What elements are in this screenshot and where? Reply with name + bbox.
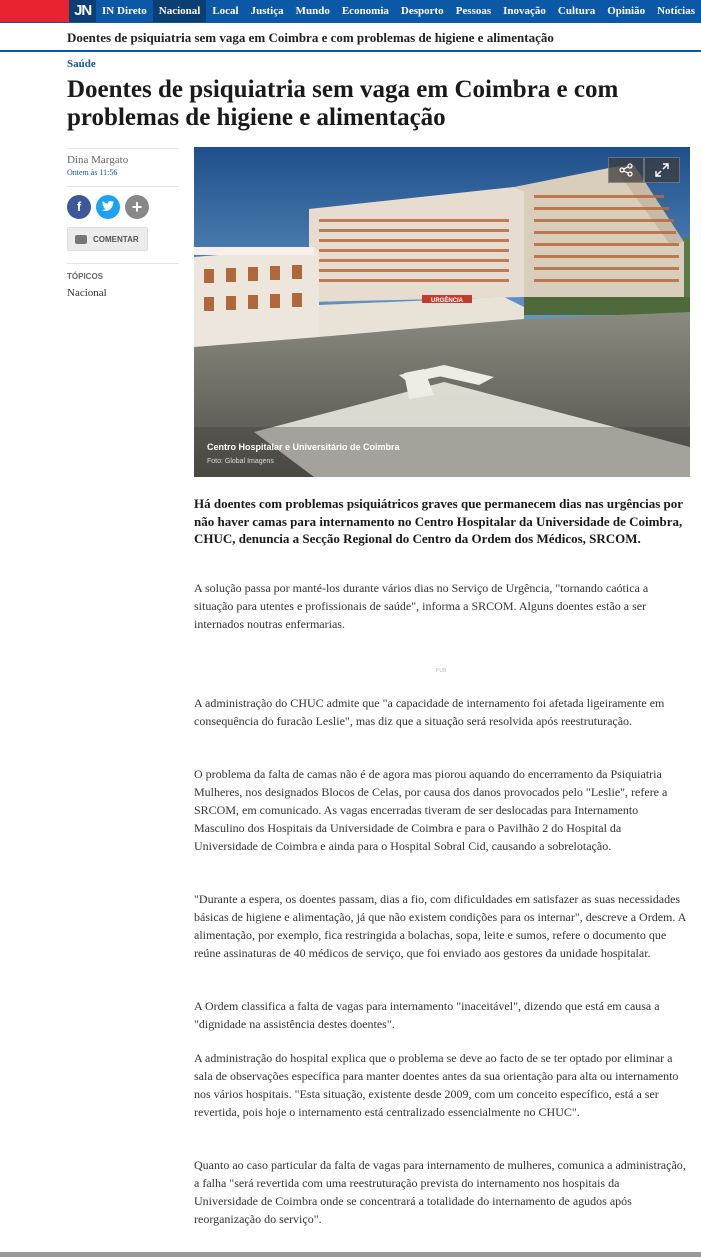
comment-button[interactable] <box>67 227 148 251</box>
section-label[interactable]: Saúde <box>67 58 96 70</box>
expand-photo-button[interactable] <box>644 157 680 183</box>
sticky-title-bar <box>0 22 701 52</box>
divider <box>67 186 179 187</box>
nav-item-in-direto[interactable]: IN Direto <box>102 5 147 17</box>
article-paragraph: A Ordem classifica a falta de vagas para internamento "inaceitável", dizendo que está em causa a "dignidade na assistência destes doentes". <box>194 999 660 1031</box>
photo-sign-text: URGÊNCIA <box>430 298 464 304</box>
article-paragraph: O problema da falta de camas não é de agora mas piorou aquando do encerramento da Psiquiatria Mulheres, nos designados Blocos de Celas, por causa dos danos provocados pelo "Leslie", refere a SRCOM, em comunicado. As vagas encerradas tiveram de ser deslocadas para Internamento Masculino dos Hospitais da Universidade de Coimbra e para o Pavilhão 2 do Hospital da Universidade de Coimbra e ainda para o Hospital Sobral Cid, causando a sobrelotação. <box>194 767 668 853</box>
nav-item-desporto[interactable]: Desporto <box>400 5 444 17</box>
article-paragraph: Quanto ao caso particular da falta de vagas para internamento de mulheres, comunica a administração, a falha "será revertida com uma reestruturação prevista do internamento nos hospitais da Universidade de Coimbra onde se concentrará a totalidade do internamento de agudos após reorganização do serviço". <box>194 1158 686 1226</box>
article-paragraph: A solução passa por manté-los durante vários dias no Serviço de Urgência, "tornando caótica a situação para utentes e profissionais de saúde", informa a SRCOM. Alguns doentes estão a ser internados noutras enfermarias. <box>194 581 649 631</box>
facebook-share-button[interactable] <box>67 195 91 219</box>
nav-item-opiniao[interactable]: Opinião <box>607 5 646 17</box>
photo-controls <box>608 157 680 183</box>
site-logo[interactable]: JN <box>69 0 96 22</box>
comment-icon <box>75 235 87 244</box>
topic-link[interactable]: Nacional <box>67 287 107 299</box>
share-photo-button[interactable] <box>608 157 644 183</box>
nav-item-noticias[interactable]: Notícias <box>657 5 695 17</box>
article-paragraph: "Durante a espera, os doentes passam, dias a fio, com dificuldades em satisfazer as suas necessidades básicas de higiene e alimentação, já que não existem condições para os internar", descreve a Ordem. A alimentação, por exemplo, fica restringida a bolachas, sopa, leite e sumos, refere o documento que reúne assinaturas de 40 médicos de serviço, que foi enviado aos gestores da unidade hospitalar. <box>194 892 686 960</box>
author-name[interactable]: Dina Margato <box>67 154 129 166</box>
article-lead: Há doentes com problemas psiquiátricos graves que permanecem dias nas urgências por não haver camas para internamento no Centro Hospitalar da Universidade de Coimbra, CHUC, denuncia a Secção Regional do Centro da Ordem dos Médicos, SRCOM. <box>194 496 683 546</box>
nav-item-nacional[interactable]: Nacional <box>153 0 207 22</box>
nav-item-local[interactable]: Local <box>212 5 239 17</box>
plus-icon: + <box>131 197 143 217</box>
divider <box>67 148 179 149</box>
brand-stripe <box>0 0 69 22</box>
topics-heading: TÓPICOS <box>67 272 104 281</box>
more-share-button[interactable] <box>125 195 149 219</box>
photo-caption: Centro Hospitalar e Universitário de Coimbra <box>207 442 400 452</box>
nav-item-justica[interactable]: Justiça <box>250 5 284 17</box>
photo-credit: Foto: Global Imagens <box>207 458 274 465</box>
share-icon <box>618 162 634 178</box>
divider <box>67 263 179 264</box>
nav-items <box>96 0 701 22</box>
facebook-icon: f <box>76 199 82 214</box>
top-nav <box>0 0 701 22</box>
article-meta-column <box>67 148 179 299</box>
nav-item-economia[interactable]: Economia <box>341 5 389 17</box>
browser-bottom-edge <box>0 1252 701 1257</box>
ad-label: PUB <box>436 668 447 674</box>
twitter-share-button[interactable] <box>96 195 120 219</box>
nav-item-pessoas[interactable]: Pessoas <box>455 5 492 17</box>
article-paragraph: A administração do CHUC admite que "a capacidade de internamento foi afetada ligeiramente em consequência do furacão Leslie", mas diz que a situação será resolvida após reestruturação. <box>194 696 665 728</box>
publish-date: Ontem às 11:56 <box>67 168 118 177</box>
share-buttons <box>67 195 179 219</box>
twitter-icon <box>96 195 120 219</box>
expand-icon <box>654 162 670 178</box>
hospital-photo <box>194 147 690 477</box>
article-paragraph: A administração do hospital explica que o problema se deve ao facto de se ter optado por eliminar a sala de observações específica para manter doentes antes da sua orientação para alta ou internamento nos vários hospitais. "Esta situação, existente desde 2009, com um conceito específico, está a ser revertida, pois hoje o internamento está centralizado essencialmente no CHUC". <box>194 1051 679 1119</box>
nav-item-cultura[interactable]: Cultura <box>557 5 596 17</box>
page-title: Doentes de psiquiatria sem vaga em Coimbra e com problemas de higiene e alimentação <box>67 76 619 131</box>
comment-button-label: COMENTAR <box>93 234 139 244</box>
article-photo[interactable] <box>194 147 690 477</box>
sticky-title: Doentes de psiquiatria sem vaga em Coimbra e com problemas de higiene e alimentação <box>67 30 554 45</box>
nav-item-inovacao[interactable]: Inovação <box>503 5 546 17</box>
nav-item-mundo[interactable]: Mundo <box>295 5 330 17</box>
